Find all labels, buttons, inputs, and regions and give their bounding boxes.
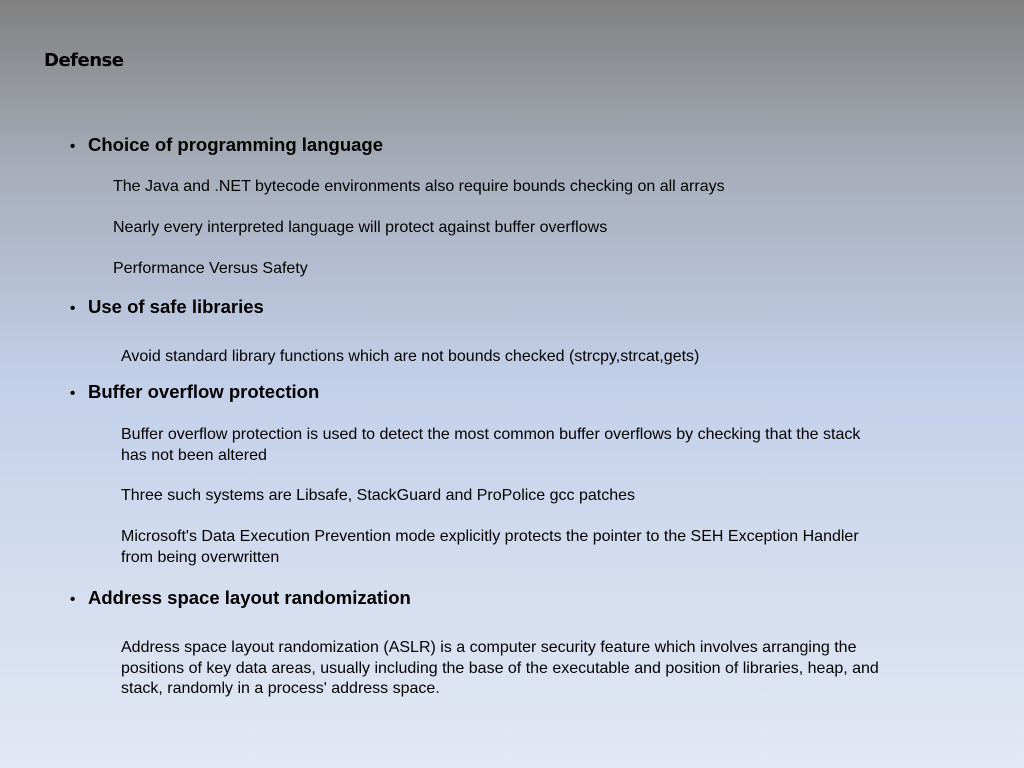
paragraph: Buffer overflow protection is used to detect the most common buffer overflows by checking that the stack has not been altered (121, 426, 861, 464)
paragraph: Microsoft's Data Execution Prevention mode explicitly protects the pointer to the SEH Exception Handler from being overwritten (121, 528, 859, 566)
heading-text: Buffer overflow protection (88, 381, 320, 402)
bullet-heading-aslr (70, 587, 411, 609)
paragraph: Nearly every interpreted language will protect against buffer overflows (113, 219, 608, 236)
bullet-dot: • (70, 300, 76, 317)
heading-text: Choice of programming language (88, 134, 383, 155)
paragraph: Avoid standard library functions which are not bounds checked (strcpy,strcat,gets) (121, 348, 700, 365)
heading-text: Address space layout randomization (88, 587, 411, 608)
paragraph: Address space layout randomization (ASLR) is a computer security feature which involves arranging the positions of key data areas, usually including the base of the executable and position of libraries, heap, and stack, randomly in a process' address space. (121, 639, 879, 697)
paragraph: Performance Versus Safety (113, 260, 308, 277)
bullet-dot: • (70, 591, 76, 608)
bullet-heading-buffer-overflow-protection (70, 381, 319, 403)
bullet-heading-safe-libraries (70, 296, 264, 318)
slide-title: Defense (44, 50, 124, 71)
bullet-dot: • (70, 138, 76, 155)
bullet-heading-programming-language (70, 134, 383, 156)
bullet-dot: • (70, 385, 76, 402)
paragraph: The Java and .NET bytecode environments also require bounds checking on all arrays (113, 178, 725, 195)
heading-text: Use of safe libraries (88, 296, 264, 317)
paragraph: Three such systems are Libsafe, StackGuard and ProPolice gcc patches (121, 487, 636, 504)
